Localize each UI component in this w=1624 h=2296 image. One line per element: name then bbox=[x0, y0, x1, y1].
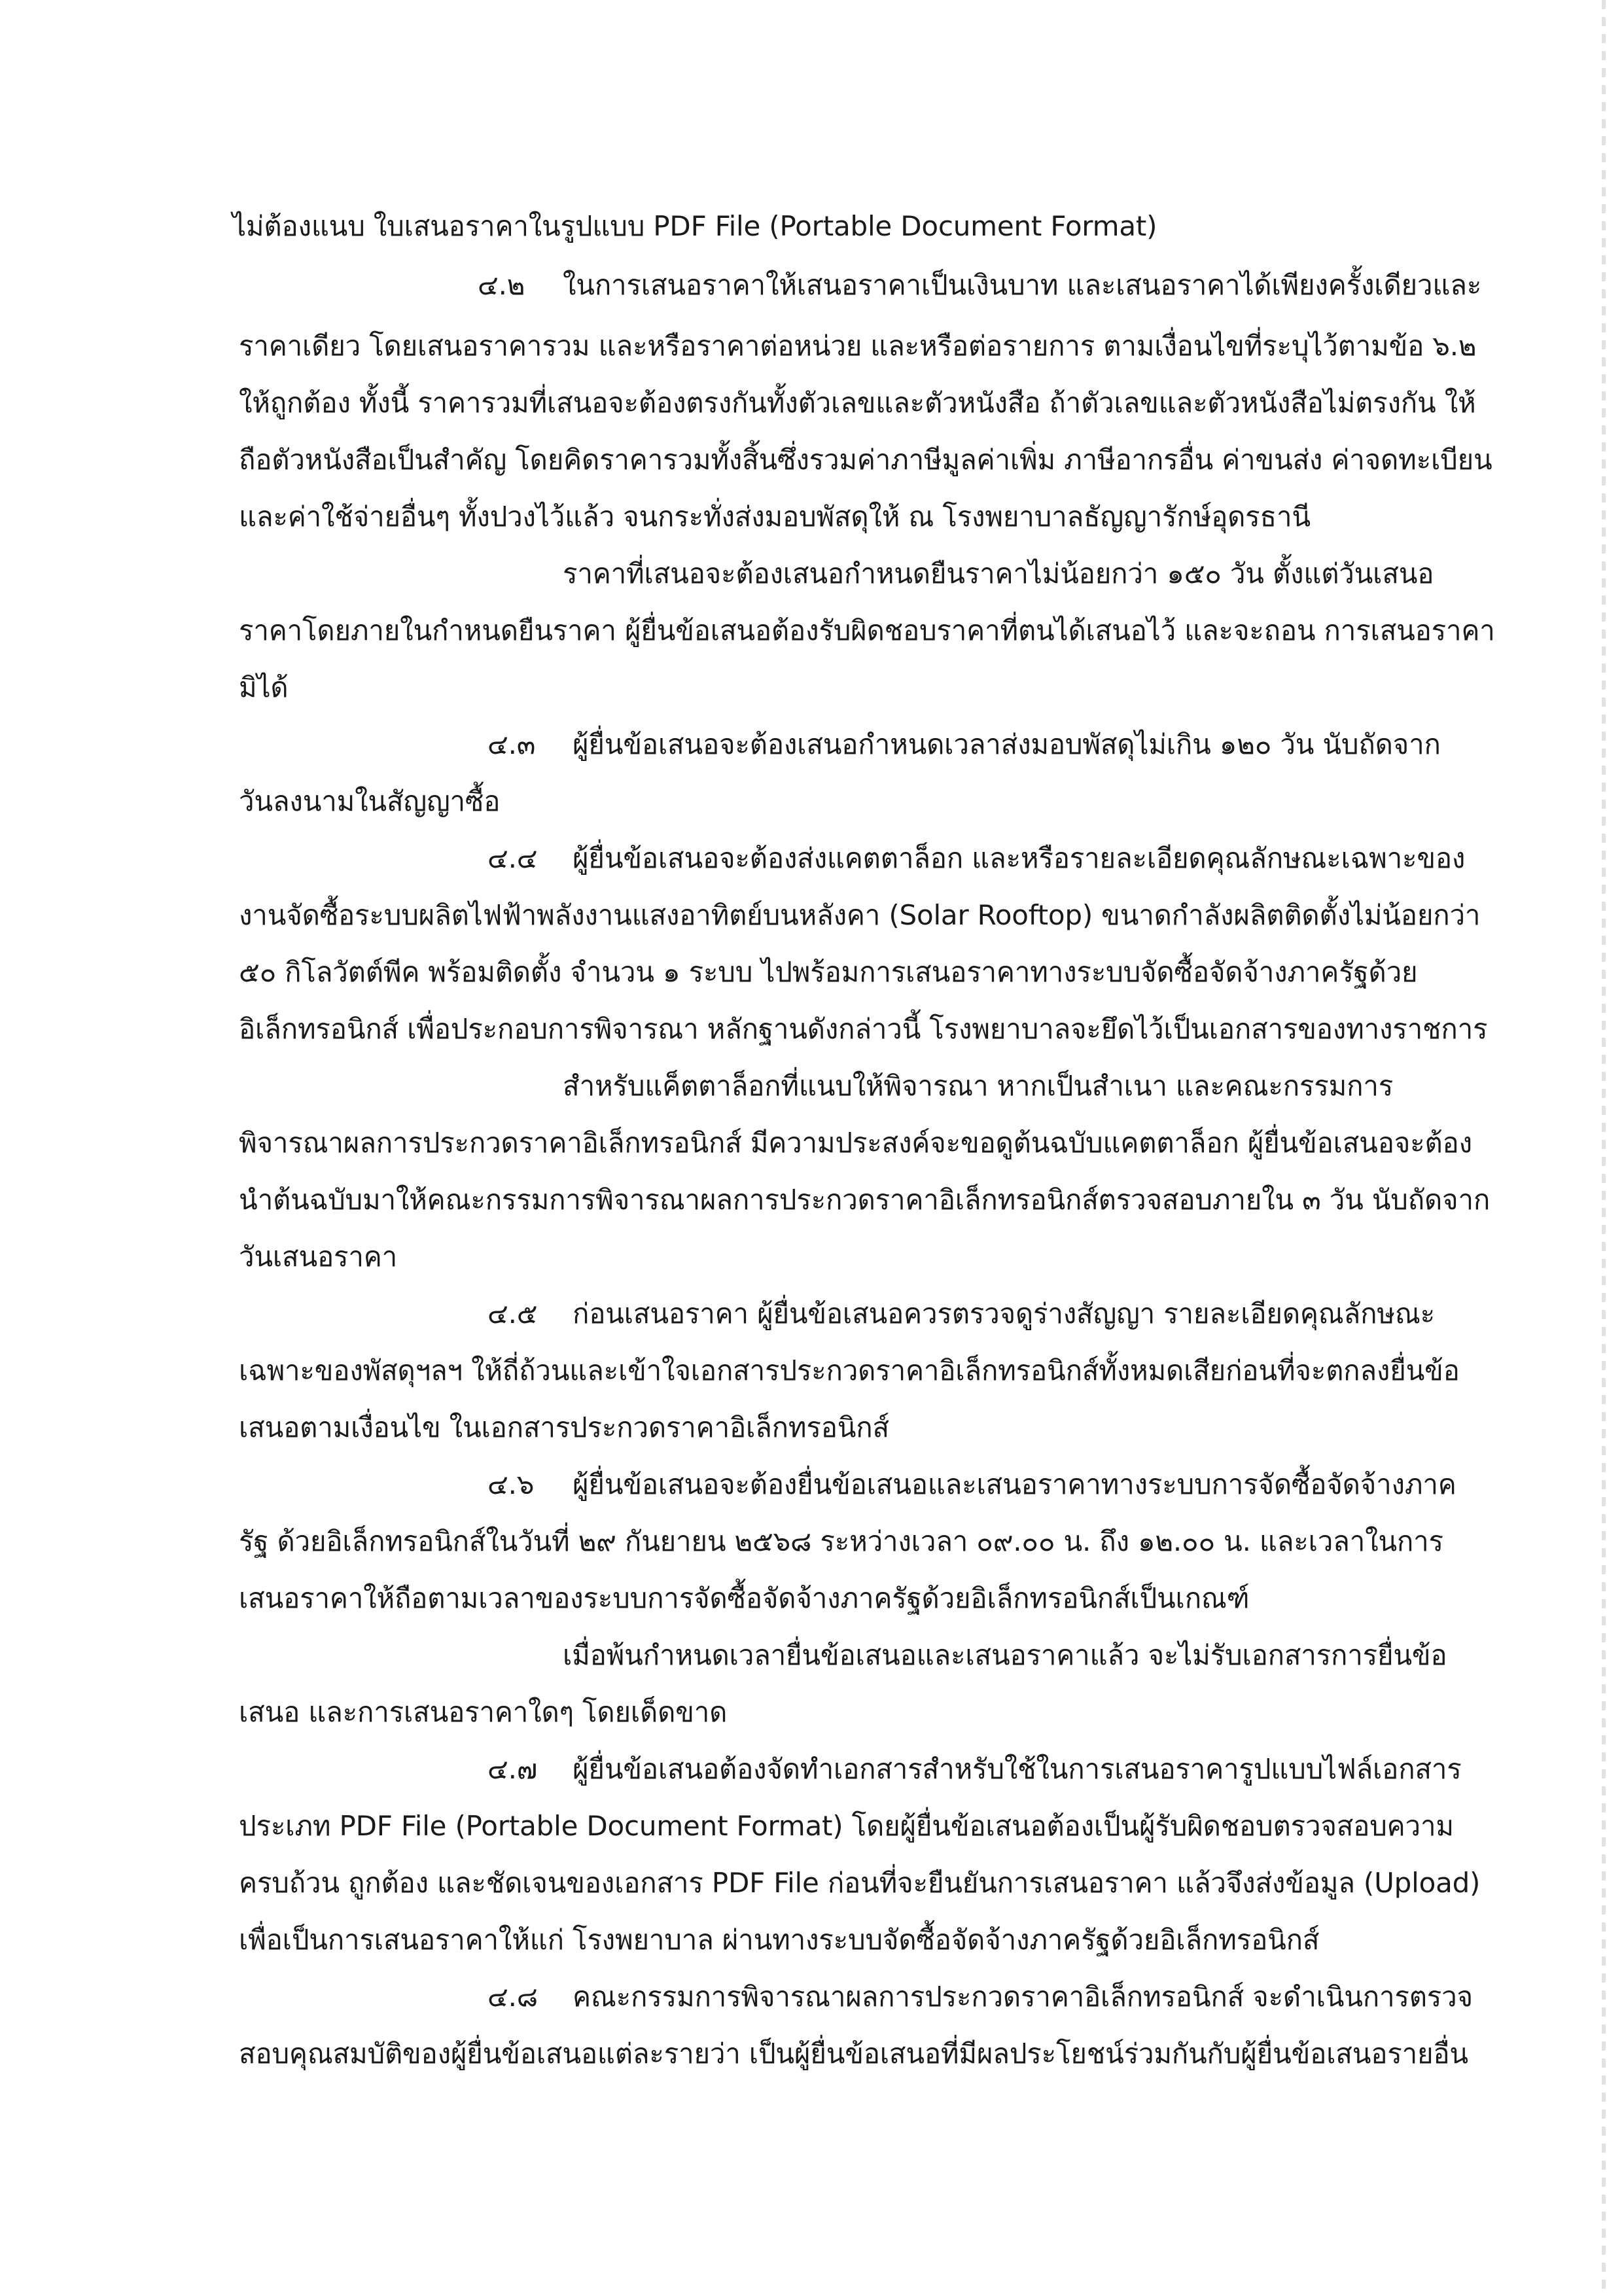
text-line: เสนอตามเงื่อนไข ในเอกสารประกวดราคาอิเล็กทรอนิกส์ bbox=[239, 1411, 889, 1443]
scan-edge-mark bbox=[1602, 0, 1606, 2296]
text-line: วันลงนามในสัญญาซื้อ bbox=[239, 785, 501, 817]
text-line: ถือตัวหนังสือเป็นสำคัญ โดยคิดราคารวมทั้งสิ้นซึ่งรวมค่าภาษีมูลค่าเพิ่ม ภาษีอากรอื่น ค่าขนส่ง ค่าจดทะเบียน bbox=[239, 444, 1492, 476]
text-line: ราคาโดยภายในกำหนดยืนราคา ผู้ยื่นข้อเสนอต้องรับผิดชอบราคาที่ตนได้เสนอไว้ และจะถอน การเสนอราคา bbox=[239, 614, 1495, 646]
text-line: เฉพาะของพัสดุฯลฯ ให้ถี่ถ้วนและเข้าใจเอกสารประกวดราคาอิเล็กทรอนิกส์ทั้งหมดเสียก่อนที่จะตกลงยื่นข้อ bbox=[239, 1354, 1460, 1386]
text-line: วันเสนอราคา bbox=[239, 1241, 398, 1273]
clause-number: ๔.๕ bbox=[487, 1298, 538, 1330]
text-line: รัฐ ด้วยอิเล็กทรอนิกส์ในวันที่ ๒๙ กันยายน ๒๕๖๘ ระหว่างเวลา ๐๙.๐๐ น. ถึง ๑๒.๐๐ น. และเวลาในการ bbox=[239, 1525, 1443, 1557]
text-line: อิเล็กทรอนิกส์ เพื่อประกอบการพิจารณา หลักฐานดังกล่าวนี้ โรงพยาบาลจะยึดไว้เป็นเอกสารของทางราชการ bbox=[239, 1013, 1488, 1045]
clause-4-8-first-line: ๔.๘ คณะกรรมการพิจารณาผลการประกวดราคาอิเล็กทรอนิกส์ จะดำเนินการตรวจ bbox=[487, 1981, 1473, 2013]
clause-4-5-first-line: ๔.๕ ก่อนเสนอราคา ผู้ยื่นข้อเสนอควรตรวจดูร่างสัญญา รายละเอียดคุณลักษณะ bbox=[487, 1298, 1435, 1330]
clause-number: ๔.๗ bbox=[487, 1753, 538, 1785]
clause-number: ๔.๖ bbox=[487, 1468, 535, 1500]
clause-number: ๔.๔ bbox=[487, 842, 538, 874]
text-line: เสนอราคาให้ถือตามเวลาของระบบการจัดซื้อจัดจ้างภาครัฐด้วยอิเล็กทรอนิกส์เป็นเกณฑ์ bbox=[239, 1582, 1250, 1614]
clause-4-3-first-line: ๔.๓ ผู้ยื่นข้อเสนอจะต้องเสนอกำหนดเวลาส่งมอบพัสดุไม่เกิน ๑๒๐ วัน นับถัดจาก bbox=[487, 728, 1441, 760]
text-line: เมื่อพ้นกำหนดเวลายื่นข้อเสนอและเสนอราคาแล้ว จะไม่รับเอกสารการยื่นข้อ bbox=[563, 1639, 1447, 1671]
clause-number: ๔.๘ bbox=[487, 1981, 538, 2013]
text-line: ครบถ้วน ถูกต้อง และชัดเจนของเอกสาร PDF File ก่อนที่จะยืนยันการเสนอราคา แล้วจึงส่งข้อมูล (Upload) bbox=[239, 1867, 1481, 1899]
text-line: ราคาเดียว โดยเสนอราคารวม และหรือราคาต่อหน่วย และหรือต่อรายการ ตามเงื่อนไขที่ระบุไว้ตามข้อ ๖.๒ bbox=[239, 330, 1477, 362]
text-line: พิจารณาผลการประกวดราคาอิเล็กทรอนิกส์ มีความประสงค์จะขอดูต้นฉบับแคตตาล็อก ผู้ยื่นข้อเสนอจะต้อง bbox=[239, 1127, 1472, 1159]
clause-number: ๔.๒ bbox=[478, 269, 525, 301]
clause-4-7-first-line: ๔.๗ ผู้ยื่นข้อเสนอต้องจัดทำเอกสารสำหรับใช้ในการเสนอราคารูปแบบไฟล์เอกสาร bbox=[487, 1753, 1462, 1785]
text-line: นำต้นฉบับมาให้คณะกรรมการพิจารณาผลการประกวดราคาอิเล็กทรอนิกส์ตรวจสอบภายใน ๓ วัน นับถัดจาก bbox=[239, 1184, 1491, 1216]
text-line: ประเภท PDF File (Portable Document Format) โดยผู้ยื่นข้อเสนอต้องเป็นผู้รับผิดชอบตรวจสอบความ bbox=[239, 1810, 1454, 1842]
text-line: สอบคุณสมบัติของผู้ยื่นข้อเสนอแต่ละรายว่า เป็นผู้ยื่นข้อเสนอที่มีผลประโยชน์ร่วมกันกับผู้ยื่นข้อเสนอรายอื่น bbox=[239, 2038, 1468, 2070]
text-line: และค่าใช้จ่ายอื่นๆ ทั้งปวงไว้แล้ว จนกระทั่งส่งมอบพัสดุให้ ณ โรงพยาบาลธัญญารักษ์อุดรธานี bbox=[239, 501, 1311, 533]
text-line: งานจัดซื้อระบบผลิตไฟฟ้าพลังงานแสงอาทิตย์บนหลังคา (Solar Rooftop) ขนาดกำลังผลิตติดตั้งไม่น้อยกว่า bbox=[239, 899, 1481, 931]
text-line: ราคาที่เสนอจะต้องเสนอกำหนดยืนราคาไม่น้อยกว่า ๑๕๐ วัน ตั้งแต่วันเสนอ bbox=[563, 557, 1434, 590]
text-line: มิได้ bbox=[239, 671, 289, 703]
text-line: สำหรับแค็ตตาล็อกที่แนบให้พิจารณา หากเป็นสำเนา และคณะกรรมการ bbox=[563, 1070, 1394, 1102]
text-line: ให้ถูกต้อง ทั้งนี้ ราคารวมที่เสนอจะต้องตรงกันทั้งตัวเลขและตัวหนังสือ ถ้าตัวเลขและตัวหนังสือไม่ตรงกัน ให้ bbox=[239, 387, 1476, 419]
clause-number: ๔.๓ bbox=[487, 728, 536, 760]
clause-4-6-first-line: ๔.๖ ผู้ยื่นข้อเสนอจะต้องยื่นข้อเสนอและเสนอราคาทางระบบการจัดซื้อจัดจ้างภาค bbox=[487, 1468, 1456, 1500]
text-line: เสนอ และการเสนอราคาใดๆ โดยเด็ดขาด bbox=[239, 1696, 728, 1728]
text-line: ไม่ต้องแนบ ใบเสนอราคาในรูปแบบ PDF File (Portable Document Format) bbox=[232, 210, 1157, 242]
text-line: ๕๐ กิโลวัตต์พีค พร้อมติดตั้ง จำนวน ๑ ระบบ ไปพร้อมการเสนอราคาทางระบบจัดซื้อจัดจ้างภาครัฐด้วย bbox=[239, 956, 1418, 988]
clause-4-4-first-line: ๔.๔ ผู้ยื่นข้อเสนอจะต้องส่งแคตตาล็อก และหรือรายละเอียดคุณลักษณะเฉพาะของ bbox=[487, 842, 1466, 874]
text-line: เพื่อเป็นการเสนอราคาให้แก่ โรงพยาบาล ผ่านทางระบบจัดซื้อจัดจ้างภาครัฐด้วยอิเล็กทรอนิกส์ bbox=[239, 1924, 1320, 1956]
clause-4-2-first-line: ๔.๒ ในการเสนอราคาให้เสนอราคาเป็นเงินบาท และเสนอราคาได้เพียงครั้งเดียวและ bbox=[478, 269, 1482, 301]
